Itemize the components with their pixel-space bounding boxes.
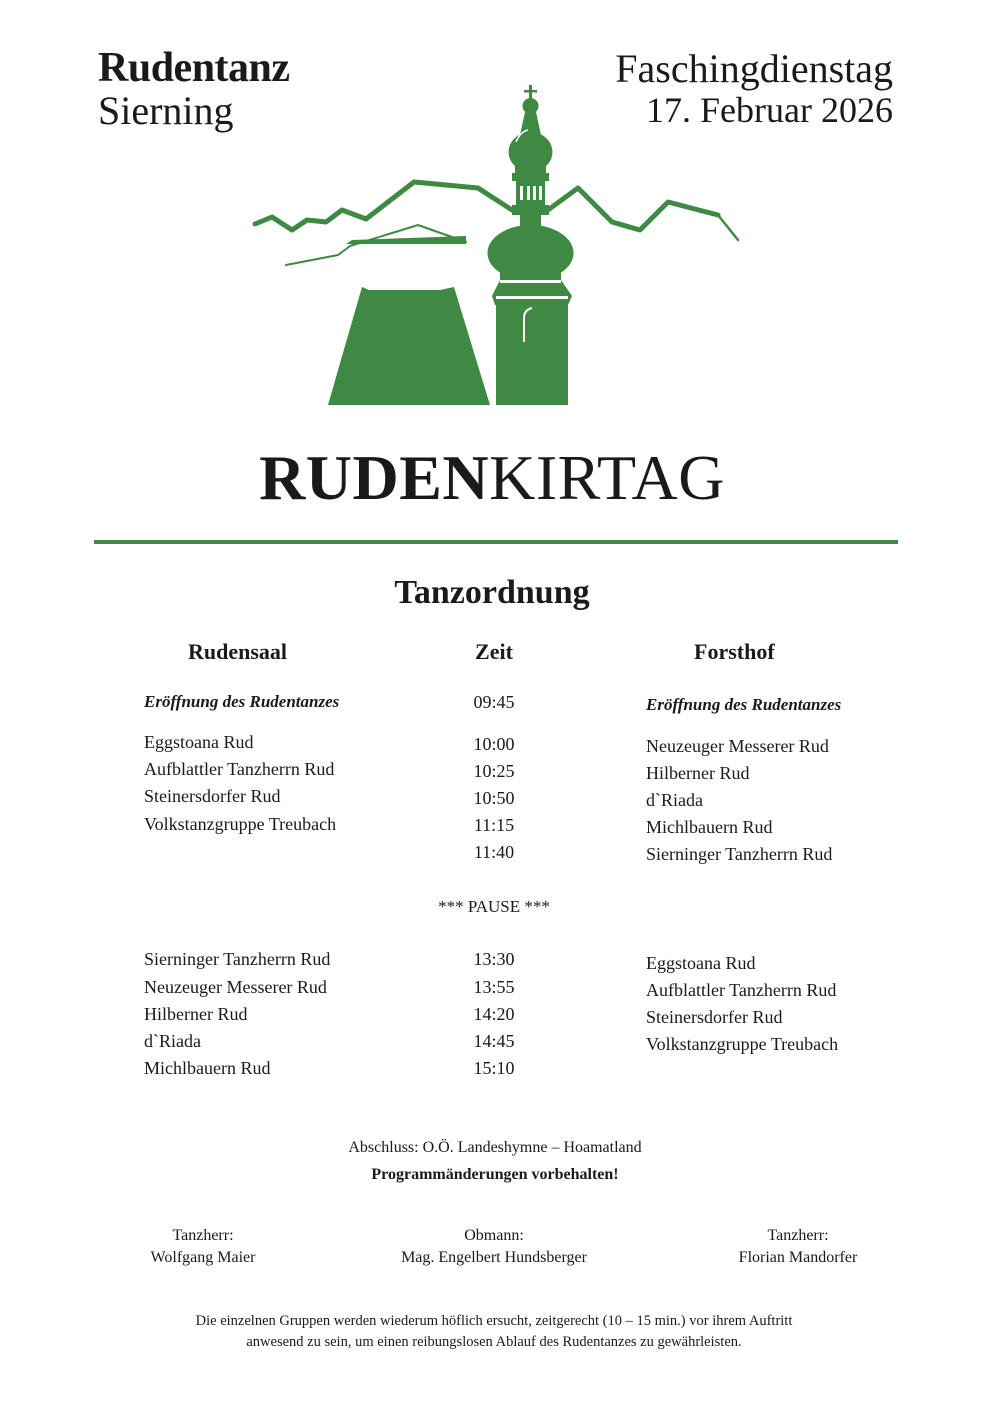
list-item: Steinersdorfer Rud (646, 1007, 783, 1027)
time-slot: 13:30 (473, 949, 515, 969)
column-header-rudensaal: Rudensaal (188, 639, 288, 664)
signature-role: Tanzherr: (172, 1227, 234, 1244)
signature-obmann (364, 1225, 624, 1269)
event-title-regular: KIRTAG (489, 442, 725, 513)
time-slot: 11:15 (473, 815, 515, 835)
list-item: Eggstoana Rud (144, 732, 254, 752)
signature-name: Wolfgang Maier (150, 1249, 256, 1266)
list-item: Eggstoana Rud (646, 953, 756, 973)
list-item: d`Riada (144, 1031, 201, 1051)
opening-time: 09:45 (473, 692, 515, 712)
list-item: Hilberner Rud (646, 763, 750, 783)
time-slot: 10:25 (473, 761, 515, 781)
signature-tanzherr-right (698, 1225, 898, 1269)
footnote-line: Die einzelnen Gruppen werden wiederum höflich ersucht, zeitgerecht (10 – 15 min.) vor ihrem Auftritt (195, 1313, 793, 1329)
list-item: Sierninger Tanzherrn Rud (144, 949, 331, 969)
list-item: Michlbauern Rud (144, 1058, 271, 1078)
list-item: Volkstanzgruppe Treubach (646, 1034, 839, 1054)
signature-role: Obmann: (464, 1227, 524, 1244)
list-item: Hilberner Rud (144, 1004, 248, 1024)
list-item: Michlbauern Rud (646, 817, 773, 837)
signature-tanzherr-left (103, 1225, 303, 1269)
closing-anthem: Abschluss: O.Ö. Landeshymne – Hoamatland (348, 1139, 642, 1156)
list-item: Aufblattler Tanzherrn Rud (646, 980, 837, 1000)
list-item: Neuzeuger Messerer Rud (646, 736, 829, 756)
event-title-bold: RUDEN (259, 442, 490, 513)
opening-right: Eröffnung des Rudentanzes (646, 695, 842, 714)
time-slot: 11:40 (473, 842, 515, 862)
pause-label: *** PAUSE *** (438, 897, 550, 916)
church-tower-mountains-logo (250, 80, 750, 410)
list-item: Steinersdorfer Rud (144, 786, 281, 806)
header-day: Faschingdienstag (615, 46, 893, 91)
signature-name: Florian Mandorfer (738, 1249, 858, 1266)
column-header-zeit: Zeit (475, 639, 513, 664)
footnote-line: anwesend zu sein, um einen reibungslosen Ablauf des Rudentanzes zu gewährleisten. (246, 1334, 742, 1350)
column-header-forsthof: Forsthof (694, 639, 775, 664)
section-title: Tanzordnung (394, 574, 590, 611)
time-slot: 10:50 (473, 788, 515, 808)
time-slot: 10:00 (473, 734, 515, 754)
signature-role: Tanzherr: (767, 1227, 829, 1244)
time-slot: 15:10 (473, 1058, 515, 1078)
header-title: Rudentanz (98, 45, 290, 91)
list-item: d`Riada (646, 790, 703, 810)
list-item: Neuzeuger Messerer Rud (144, 977, 327, 997)
time-slot: 13:55 (473, 977, 515, 997)
list-item: Sierninger Tanzherrn Rud (646, 844, 833, 864)
list-item: Aufblattler Tanzherrn Rud (144, 759, 335, 779)
header-subtitle: Sierning (98, 88, 234, 133)
list-item: Volkstanzgruppe Treubach (144, 814, 337, 834)
divider-line (94, 540, 898, 544)
closing-notice: Programmänderungen vorbehalten! (371, 1166, 619, 1183)
time-slot: 14:20 (473, 1004, 515, 1024)
signature-name: Mag. Engelbert Hundsberger (401, 1249, 587, 1266)
event-title (0, 440, 984, 516)
opening-left: Eröffnung des Rudentanzes (144, 692, 340, 711)
footnote (0, 1311, 984, 1353)
header-date: 17. Februar 2026 (646, 90, 893, 130)
time-slot: 14:45 (473, 1031, 515, 1051)
